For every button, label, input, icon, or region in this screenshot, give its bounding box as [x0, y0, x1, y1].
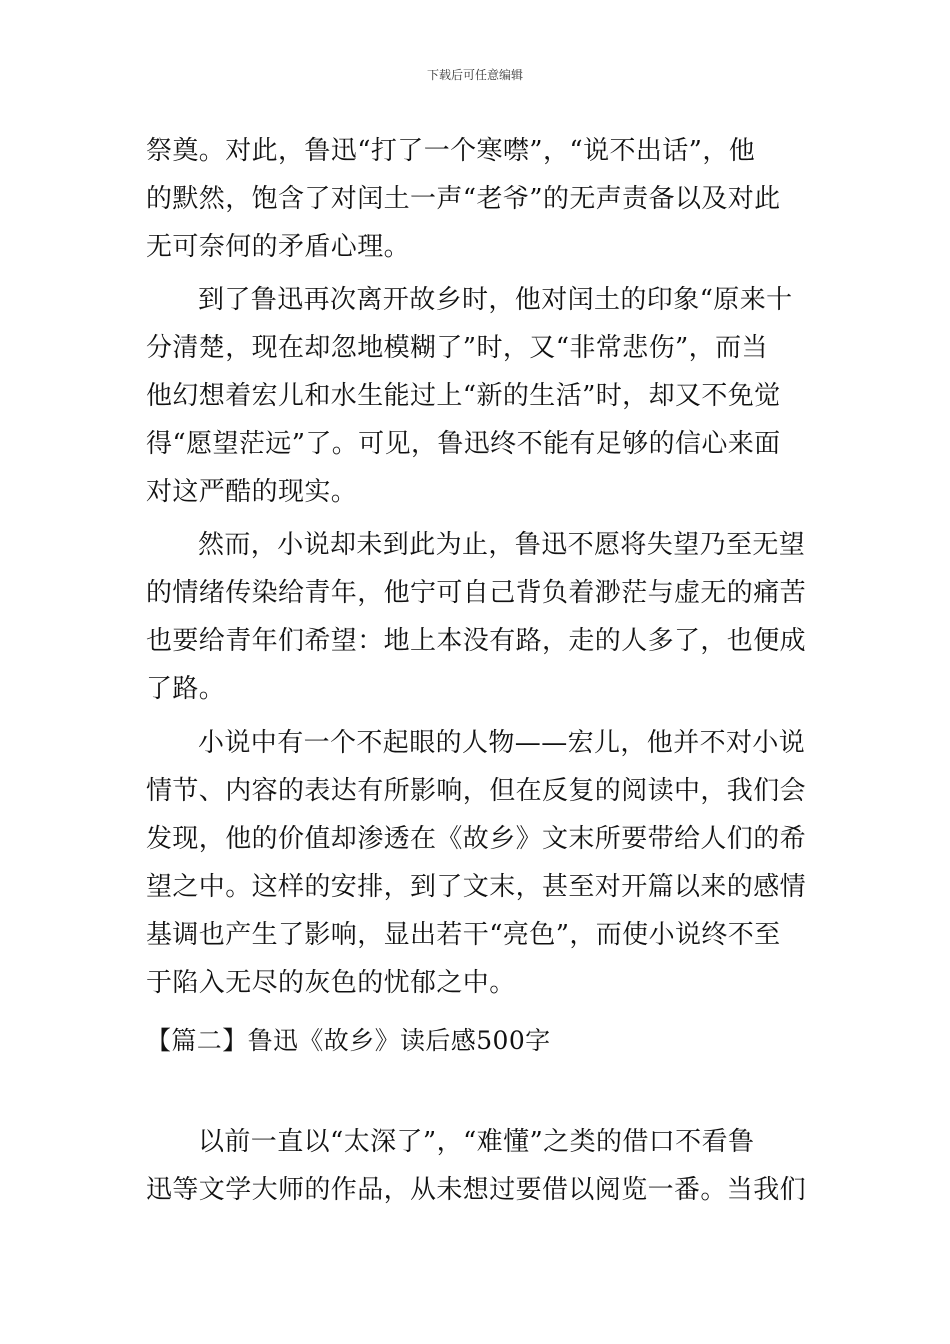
section-heading: 【篇二】鲁迅《故乡》读后感500字 — [146, 1026, 551, 1055]
text-line: 迅等文学大师的作品，从未想过要借以阅览一番。当我们 — [146, 1175, 807, 1205]
text-line: 得“愿望茫远”了。可见，鲁迅终不能有足够的信心来面 — [146, 429, 781, 459]
text-line: 于陷入无尽的灰色的忧郁之中。 — [146, 968, 516, 998]
text-line: 了路。 — [146, 674, 226, 704]
text-line: 然而，小说却未到此为止，鲁迅不愿将失望乃至无望 — [198, 530, 806, 560]
text-line: 以前一直以“太深了”，“难懂”之类的借口不看鲁 — [198, 1127, 755, 1157]
text-line: 他幻想着宏儿和水生能过上“新的生活”时，却又不免觉 — [146, 381, 781, 411]
text-line: 基调也产生了影响，显出若干“亮色”，而使小说终不至 — [146, 920, 781, 950]
text-line: 发现，他的价值却渗透在《故乡》文末所要带给人们的希 — [146, 824, 807, 854]
text-line: 的默然，饱含了对闰土一声“老爷”的无声责备以及对此 — [146, 184, 781, 214]
text-line: 到了鲁迅再次离开故乡时，他对闰土的印象“原来十 — [198, 285, 793, 315]
page-header: 下载后可任意编辑 — [426, 68, 523, 82]
text-line: 分清楚，现在却忽地模糊了”时，又“非常悲伤”，而当 — [146, 333, 768, 363]
text-line: 对这严酷的现实。 — [146, 477, 358, 507]
text-line: 祭奠。对此，鲁迅“打了一个寒噤”，“说不出话”，他 — [146, 136, 756, 166]
text-line: 无可奈何的矛盾心理。 — [146, 232, 411, 262]
text-line: 小说中有一个不起眼的人物——宏儿，他并不对小说 — [198, 728, 806, 758]
text-line: 的情绪传染给青年，他宁可自己背负着渺茫与虚无的痛苦 — [146, 578, 807, 608]
text-line: 也要给青年们希望：地上本没有路，走的人多了，也便成 — [146, 626, 807, 656]
text-line: 情节、内容的表达有所影响，但在反复的阅读中，我们会 — [146, 776, 807, 806]
text-line: 望之中。这样的安排，到了文末，甚至对开篇以来的感情 — [146, 872, 807, 902]
